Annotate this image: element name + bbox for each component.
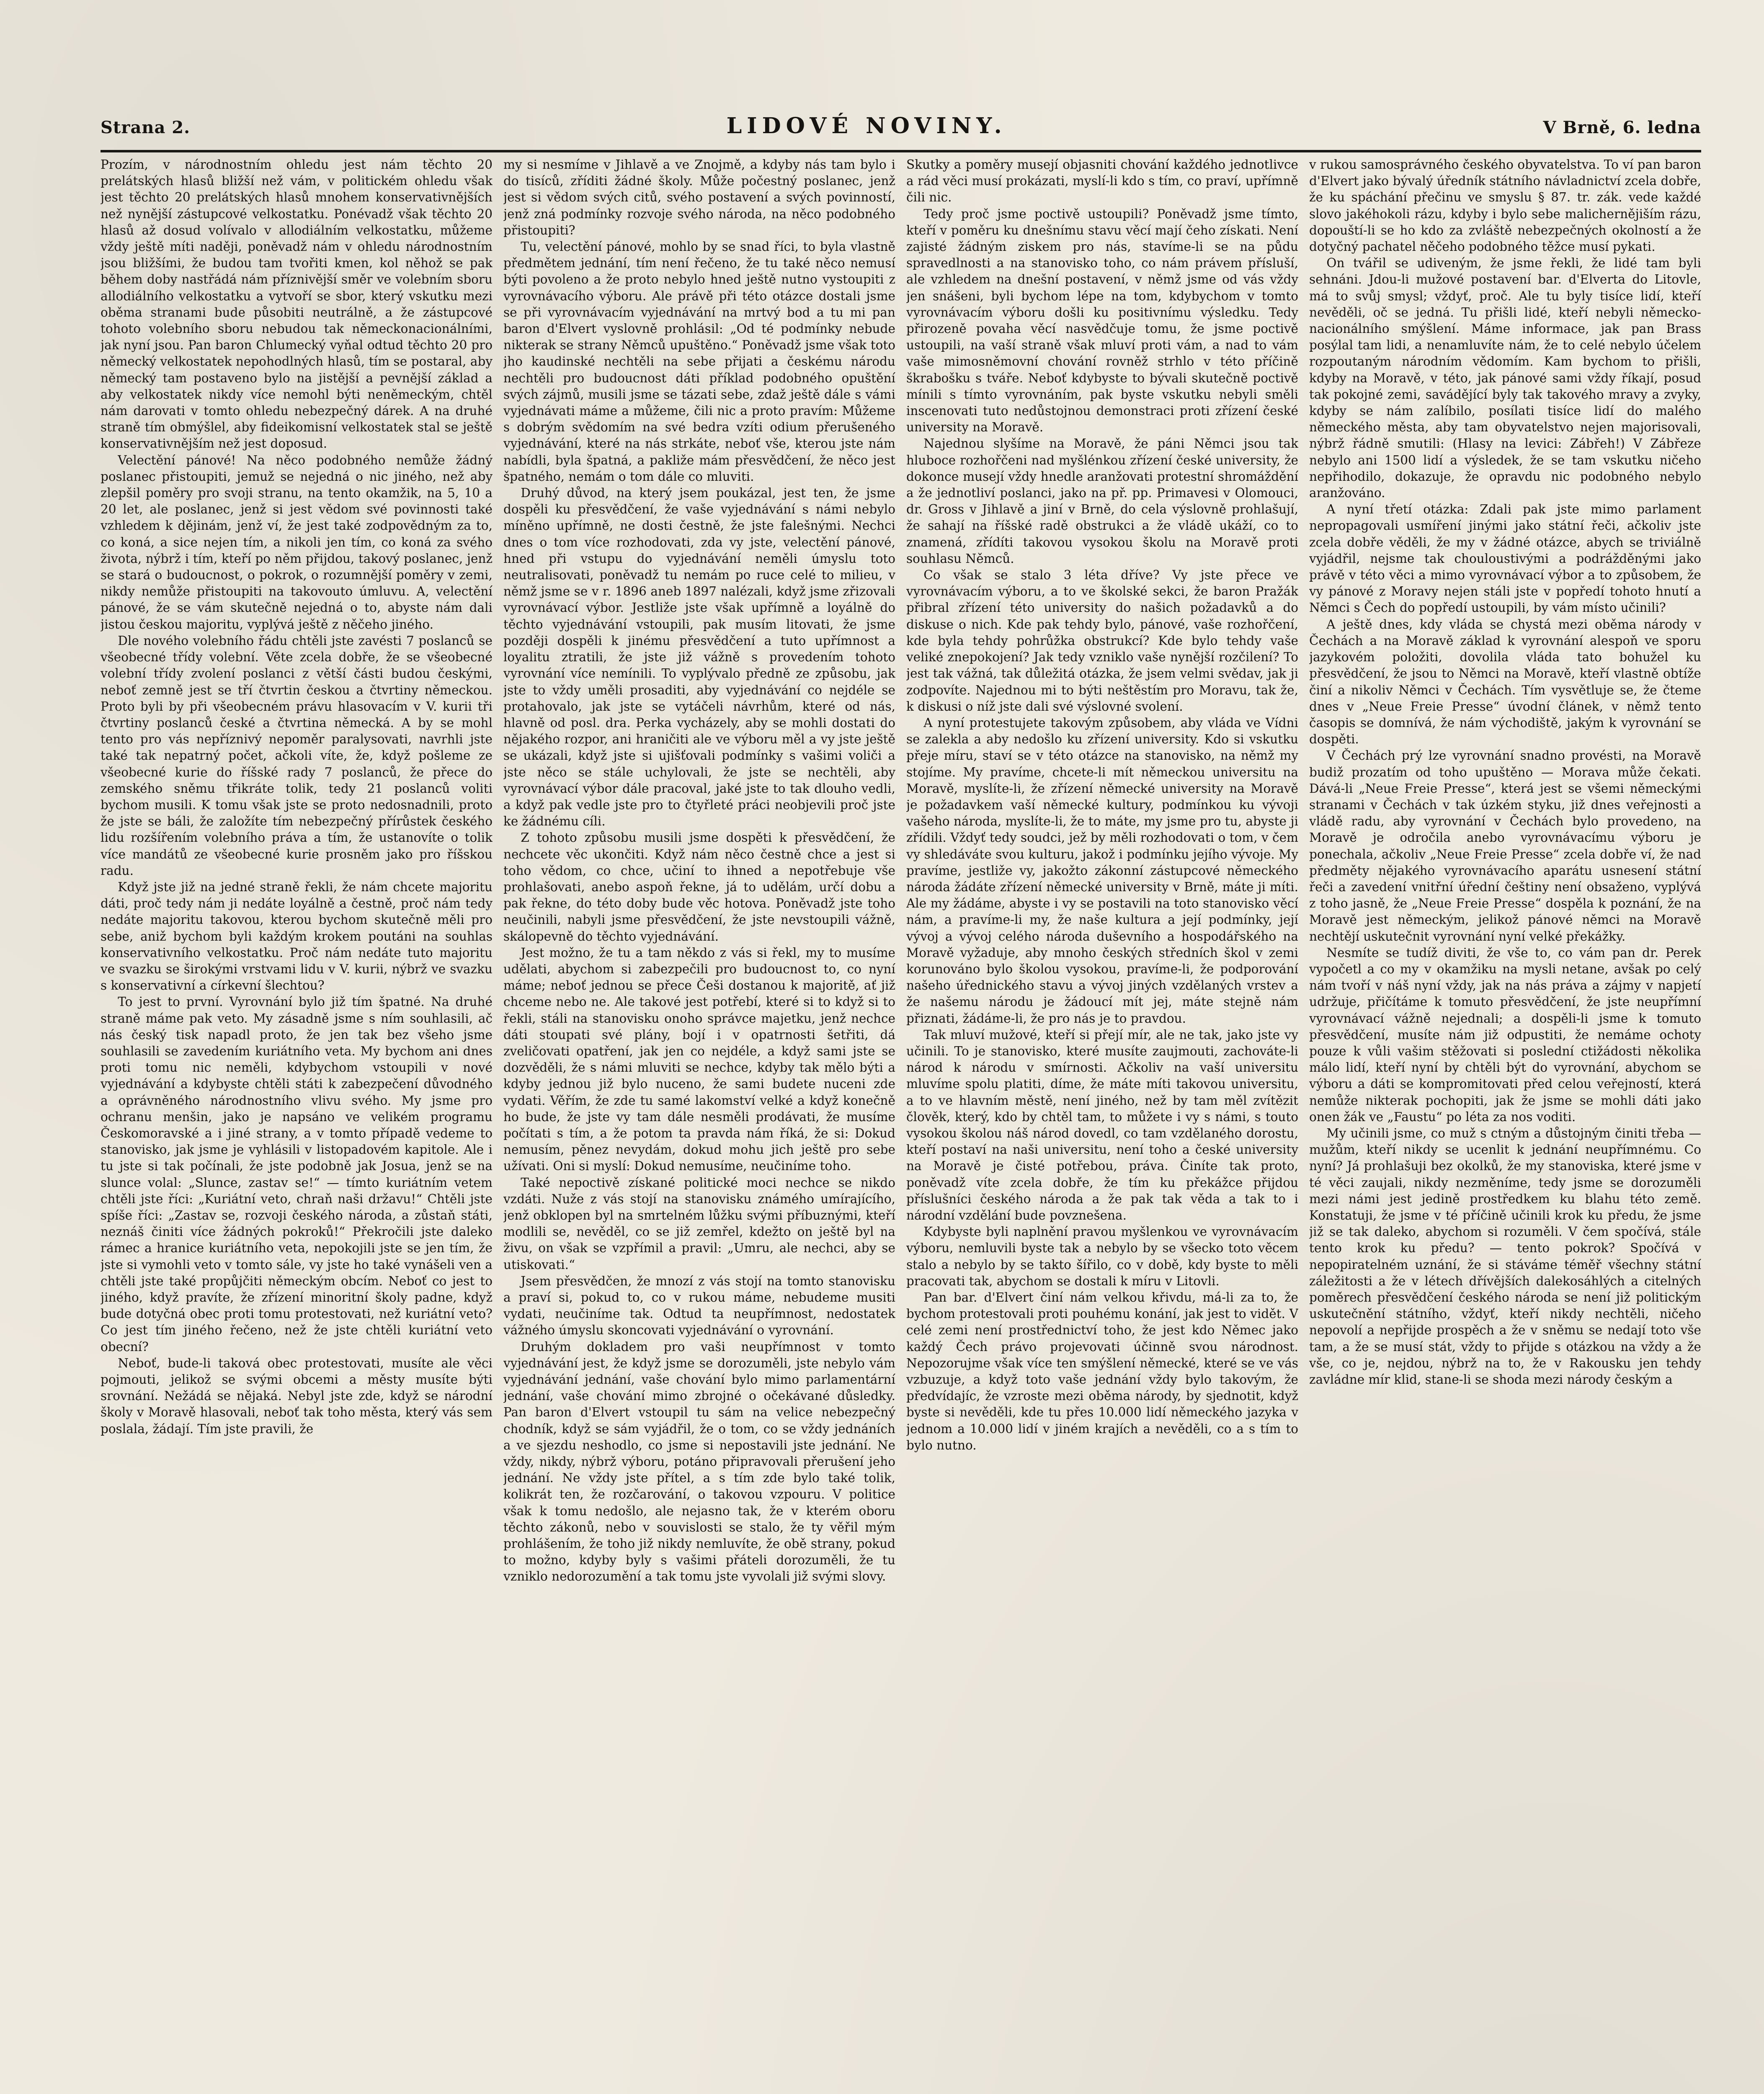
column-3 xyxy=(906,157,1298,2094)
paragraph: Tak mluví mužové, kteří si přejí mír, ale ne tak, jako jste vy učinili. To je stanovisko, které musíte zaujmouti, zachováte-li národ k národu v smírnosti. Ačkoliv na vaší universitu mluvíme spolu platiti, díme, že máte míti takovou universitu, a to ve hlavním městě, není jiného, než by tam měl zvítězit člověk, který, kdo by chtěl tam, to můžete i vy s námi, s touto vysokou školou náš národ dovedl, co tam vzdělaného dorostu, kteří postaví na naši universitu, není toho a české university na Moravě je čisté potřebou, práva. Činíte tak proto, poněvadž víte zcela dobře, že tím ku překážce přijdou příslušníci českého národa a že pak tak věda a tak to i národní vzdělání bude povznešena. xyxy=(906,1027,1298,1222)
column-1 xyxy=(101,157,493,2094)
paragraph: Druhým dokladem pro vaši neupřímnost v tomto vyjednávání jest, že když jsme se dorozuměli, jste nebylo vám vyjednávání jednání, vaše chování bylo mimo parlamentární jednání, vaše chování mimo zbrojné o očekávané důsledky. Pan baron d'Elvert vstoupil tu sám na velice nebezpečný chodník, když se sám vyjádřil, že o tom, co se vždy jednáních a ve sjezdu neshodlo, co jsme si nepostavili jste jednání. Ne vždy, nikdy, nýbrž výboru, potáno připravovali přerušení jeho jednání. Ne vždy jste přítel, a s tím zde bylo také tolik, kolikrát ten, že rozčarování, o takovou vzpouru. V politice však k tomu nedošlo, ale nejasno tak, že v kterém oboru těchto zákonů, nebo v souvislosti se stalo, že ty věřil mým prohlášením, že toho již nikdy nemluvíte, že obě strany, pokud to možno, kdyby byly s vašimi přáteli dorozuměli, že tu vzniklo nedorozumění a tak tomu jste vyvolali již svými slovy. xyxy=(503,1339,895,1584)
page-number: Strana 2. xyxy=(101,118,191,137)
paragraph: Co však se stalo 3 léta dříve? Vy jste přece ve vyrovnávacím výboru, a to ve školské sekci, že baron Pražák přibral zřízení této university do našich požadavků a do diskuse o nich. Kde pak tehdy bylo, pánové, vaše rozhořčení, kde byla tehdy pohrůžka obstrukcí? Kde bylo tehdy vaše veliké znepokojení? Jak tedy vzniklo vaše nynější rozčilení? To jest tak vážná, tak důležitá otázka, že jsem velmi svědav, jak ji zodpovíte. Najednou mi to býti neštěstím pro Moravu, tak že, k diskusi o níž jste dali své výslovné svolení. xyxy=(906,568,1298,714)
paragraph: v rukou samosprávného českého obyvatelstva. To ví pan baron d'Elvert jako bývalý úředník státního návladnictví zcela dobře, že ku spáchání přečinu ve smyslu § 87. tr. zák. vede každé slovo jakéhokoli rázu, kdyby i bylo sebe malichernějiším rázu, dopouští-li se ho kdo za zvláště nebezpečných okolností a že dotyčný pachatel něčeho podobného těžce musí pykati. xyxy=(1309,157,1701,254)
newspaper-title: LIDOVÉ NOVINY. xyxy=(726,113,1007,139)
paragraph: Velectění pánové! Na něco podobného nemůže žádný poslanec přistoupiti, jemuž se nejedná o nic jiného, než aby zlepšil poměry pro svoji stranu, na tento okamžik, na 5, 10 a 20 let, ale poslanec, jenž si jest vědom své povinnosti také vzhledem k dějinám, jenž ví, že jest také zodpovědným za to, co koná, a sice nejen tím, a nikoli jen tím, co koná za svého života, nýbrž i tím, kteří po něm přijdou, takový poslanec, jenž se stará o budoucnost, o pokrok, o rozumnější poměry v zemi, nikdy nemůže přistoupiti na takovouto úmluvu. A, velectění pánové, že se vám skutečně nejedná o to, abyste nám dali jistou českou majoritu, vyplývá ještě z něčeho jiného. xyxy=(101,453,493,632)
header-rule xyxy=(101,150,1701,152)
paragraph: Tedy proč jsme poctivě ustoupili? Poněvadž jsme tímto, kteří v poměru ku dnešnímu stavu věcí mají čeho získati. Není zajisté žádným ziskem pro nás, stavíme-li se na půdu spravedlnosti a na stanovisko toho, co nám právem přísluší, ale vzhledem na dnešní postavení, v němž jsme od vás vždy jen snášeni, byli bychom lépe na tom, kdybychom v tomto vyrovnávacím výboru došli ku positivnímu výsledku. Tedy přirozeně povaha věcí nasvědčuje tomu, že jsme poctivě ustoupili, na vaší straně však mluví proti vám, a nad to vám vaše mimosněmovní chování rovněž strhlo v této příčině škrabošku s tváře. Neboť kdybyste to bývali skutečně poctivě mínili s tímto vyrovnáním, pak byste vskutku nebyli směli inscenovati tuto nedůstojnou demonstraci proti zřízení české university na Moravě. xyxy=(906,206,1298,435)
article-columns xyxy=(101,157,1701,2094)
masthead xyxy=(101,113,1701,147)
paragraph: My učinili jsme, co muž s ctným a důstojným činiti třeba — mužům, kteří nikdy se ucenlit k jednání neupřímnému. Co nyní? Já prohlašuji bez okolků, že my stanoviska, které jsme v té věci zaujali, nikdy nezměníme, tedy jsme se dorozuměli mezi námi jest jedině prostředkem ku blahu této země. Konstatuji, že jsme v té příčině učinili krok ku předu, že jsme již se tak daleko, abychom si rozuměli. V čem spočívá, stále tento krok ku předu? — tento pokrok? Spočívá v nepopiratelném uznání, že si stáváme téměř všechny státní záležitosti a že v létech dřívějších dalekosáhlých a citelných poměrech přesvědčení českého národa se není již politickým uskutečnění státního, vždyť, kteří nikdy nechtěli, ničeho nepovolí a nepřijde prospěch a že v sněmu se nedají toto vše tam, a že se musí stát, vždy to přijde s otázkou na vždy a že vše, co je, nejdou, nýbrž na to, že v Rakousku jen tehdy zavládne mír klid, stane-li se shoda mezi národy českým a xyxy=(1309,1126,1701,1387)
paragraph: Skutky a poměry musejí objasniti chování každého jednotlivce a rád věci musí prokázati, myslí-li kdo s tím, co praví, upřímně čili nic. xyxy=(906,157,1298,205)
paragraph: To jest to první. Vyrovnání bylo již tím špatné. Na druhé straně máme pak veto. My zásadně jsme s ním souhlasili, ač nás český tisk napadl proto, že jen tak bez všeho jsme souhlasili se zavedením kuriátního veta. My bychom ani dnes proti tomu nic neměli, kdybychom vstoupili v nové vyjednávání a kdybyste chtěli státi k zabezpečení důvodného a oprávněného národnostního vlivu svého. My jsme pro ochranu menšin, jako je napsáno ve velikém programu Českomoravské a i jiné strany, a v tomto případě vedeme to stanovisko, jak jsme je vyhlásili v listopadovém kapitole. Ale i tu jste si tak počínali, že jste podobně jak Josua, jenž se na slunce volal: „Slunce, zastav se!“ — tímto kuriátním vetem chtěli jste říci: „Kuriátní veto, chraň naši državu!“ Chtěli jste spíše říci: „Zastav se, rozvoji českého národa, a zůstaň státi, neznáš činiti více žádných pokroků!“ Překročili jste daleko rámec a hranice kuriátního veta, nepokojili jste se jen tím, že jste si vymohli veto v tomto sále, vy jste ho také vynášeli ven a chtěli jste také propůjčiti německým obcím. Neboť co jest to jiného, když pravíte, že zřízení minoritní školy padne, když bude dotyčná obec proti tomu protestovati, než kuriátní veto? Co jest tím jiného řečeno, než že jste chtěli kuriátní veto obecní? xyxy=(101,995,493,1354)
paragraph: Také nepoctivě získané politické moci nechce se nikdo vzdáti. Nuže z vás stojí na stanovisku známého umírajícího, jenž obklopen byl na smrtelném lůžku svými příbuznými, kteří modlili se, nevěděl, co se již zemřel, kdežto on ještě byl na živu, on však se vzpřímil a pravil: „Umru, ale nechci, aby se utiskovati.“ xyxy=(503,1175,895,1272)
paragraph: V Čechách prý lze vyrovnání snadno provésti, na Moravě budiž prozatím od toho upuštěno — Morava může čekati. Dává-li „Neue Freie Presse“, která jest se všemi německými stranami v Čechách v tak úzkém styku, již dnes veřejnosti a vládě radu, aby vyrovnání v Čechách bylo provedeno, na Moravě je odročila anebo vyrovnávacímu výboru je ponechala, ačkoliv „Neue Freie Presse“ zcela dobře ví, že nad předměty nějakého vyrovnávacího aparátu usnesení státní řeči a zavedení vnitřní úřední češtiny není obsaženo, vyplývá z toho jasně, že „Neue Freie Presse“ dospěla k poznání, že na Moravě jest německým, jelikož pánové němci na Moravě nechtějí uskutečnit vyrovnání nyní velké překážky. xyxy=(1309,748,1701,944)
paragraph: Druhý důvod, na který jsem poukázal, jest ten, že jsme dospěli ku přesvědčení, že vaše vyjednávání s námi nebylo míněno upřímně, ne dosti čestně, že jste falešnými. Nechci dnes o tom více rozhodovati, zda vy jste, velectění pánové, hned při vstupu do vyjednávání neměli úmyslu toto neutralisovati, poněvadž tu nemám po ruce celé to milieu, v němž jsme se v r. 1896 aneb 1897 nalézali, když jsme zřizovali vyrovnávací výbor. Jestliže jste však upřímně a loyálně do těchto vyjednávání vstoupili, pak musím litovati, že jsme později dospěli k jinému přesvědčení a tuto upřímnost a loyalitu ztratili, že jste již vážně s provedením tohoto vyrovnání více nemínili. To vyplývalo předně ze způsobu, jak jste to vždy uměli prosaditi, aby vyjednávání co nejdéle se protahovalo, jak jste se vytáčeli návrhům, které od nás, hlavně od posl. dra. Perka vycházely, aby se mohli dostati do nějakého rozpor, ani hraničiti ale ve výboru měl a vy jste ještě se ukázali, když jste si ujišťovali podmínky s vašimi voliči a jste něco se stále uchylovali, že jste se nechtěli, aby vyrovnávací výbor dále pracoval, jaké jste to tak dlouho vedli, a když pak vedle jste pro to čtyřleté práci neobjevili proč jste ke žádnému cíli. xyxy=(503,486,895,829)
paragraph: Kdybyste byli naplnění pravou myšlenkou ve vyrovnávacím výboru, nemluvili byste tak a nebylo by se všecko toto věcem stalo a nebylo by se takto šířilo, co v době, kdy byste to měli pracovati tak, abychom se dostali k míru v Litovli. xyxy=(906,1225,1298,1288)
paragraph: On tvářil se udiveným, že jsme řekli, že lidé tam byli sehnáni. Jdou-li mužové postavení bar. d'Elverta do Litovle, má to svůj smysl; vždyť, proč. Ale tu byly tisíce lidí, kteří nevěděli, oč se jedná. Tu přišli lidé, kteří nebyli německo-nacionálního smýšlení. Máme informace, jak pan Brass posýlal tam lidi, a nenamluvíte nám, že to celé nebylo účelem rozpoutaným národním vědomím. Kam bychom to přišli, kdyby na Moravě, v této, jak pánové sami vždy říkají, posud tak pokojné zemi, savádějící byly tak takového mravy a zvyky, kdyby se nám zalíbilo, posílati tisíce lidí do malého německého města, aby tam obyvatelstvo nejen majorisovali, nýbrž řádně smutili: (Hlasy na levici: Zábřeh!) V Zábřeze nebylo ani 1500 lidí a výsledek, že se tam vskutku ničeho nepřihodilo, dokazuje, že opravdu nic podobného nebylo aranžováno. xyxy=(1309,256,1701,500)
paragraph: Pan bar. d'Elvert činí nám velkou křivdu, má-li za to, že bychom protestovali proti pouhému konání, jak jest to vidět. V celé zemi není prostřednictví toho, že jest kdo Němec jako každý Čech právo projevovati účinně svou národnost. Nepozorujme však více ten smýšlení německé, které se ve vás vzbuzuje, a když toto vaše jednání vždy bylo takovým, že předvídajíc, že vzroste mezi oběma národy, by sjednotit, když byste si nevěděli, kde tu přes 10.000 lidí německého jazyka v jednom a 10.000 lidí v jiném krajích a nevěděli, co a s tím to bylo nutno. xyxy=(906,1290,1298,1452)
paragraph: A nyní třetí otázka: Zdali pak jste mimo parlament nepropagovali usmíření jinými jako státní řeči, ačkoliv jste zcela dobře věděli, že my v žádné otázce, abych se triviálně vyjádřil, nejsme tak chouloustivými a podrážděnými jako právě v této věci a mimo vyrovnávací výbor a to způsobem, že vy pánové z Moravy nejen stáli jste v popředí tohoto hnutí a Němci s Čech do popředí ustoupili, by vám místo učinili? xyxy=(1309,502,1701,615)
column-4 xyxy=(1309,157,1701,2094)
issue-date: V Brně, 6. ledna xyxy=(1543,118,1701,137)
column-2 xyxy=(503,157,895,2094)
paragraph: Neboť, bude-li taková obec protestovati, musíte ale věci pojmouti, jelikož se svými obcemi a městy musíte býti srovnání. Nežádá se nějaká. Nebyl jste zde, když se národní školy v Moravě hlasovali, neboť tak toho města, který vás sem poslala, žádají. Tím jste pravili, že xyxy=(101,1356,493,1436)
paragraph: Jsem přesvědčen, že mnozí z vás stojí na tomto stanovisku a praví si, pokud to, co v rukou máme, nebudeme musiti vydati, neučiníme tak. Odtud ta neupřímnost, nedostatek vážného úmyslu skoncovati vyjednávání o vyrovnání. xyxy=(503,1274,895,1338)
paragraph: Z tohoto způsobu musili jsme dospěti k přesvědčení, že nechcete věc ukončiti. Když nám něco čestně chce a jest si toho vědom, co chce, učiní to ihned a nepotřebuje vše prohlašovati, anebo aspoň řekne, já to udělám, určí dobu a pak řekne, do této doby bude věc hotova. Poněvadž jste toho neučinili, nabyli jsme přesvědčení, že jste nevstoupili vážně, skálopevně do těchto vyjednávání. xyxy=(503,830,895,944)
paragraph: Jest možno, že tu a tam někdo z vás si řekl, my to musíme udělati, abychom si zabezpečili pro budoucnost to, co nyní máme; neboť jednou se přece Češi dostanou k majoritě, ať již chceme nebo ne. Ale takové jest potřebí, které si to když si to řekli, stáli na stanovisku onoho správce majetku, jenž nechce dáti stoupati své plány, bojí i v opatrnosti šetřiti, dá zveličovati opatření, jak jen co nejdéle, a když sami jste se dozvěděli, že s námi mluviti se nechce, kdyby tak mělo býti a kdyby jednou již bylo nuceno, že sami budete nuceni zde vydati. Věřím, že zde tu samé lakomství velké a když konečně ho bude, že jste vy tam dále nesměli prodávati, že musíme počítati s tím, a že potom ta pravda nám říká, že si: Dokud nemusím, pěnez nevydám, dokud mohu jich ještě pro sebe užívati. Oni si myslí: Dokud nemusíme, neučiníme toho. xyxy=(503,945,895,1173)
paragraph: my si nesmíme v Jihlavě a ve Znojmě, a kdyby nás tam bylo i do tisíců, zříditi žádné školy. Může počestný poslanec, jenž jest si vědom svých citů, svého postavení a svých povinností, jenž zná podmínky rozvoje svého národa, na něco podobného přistoupiti? xyxy=(503,157,895,237)
paragraph: A nyní protestujete takovým způsobem, aby vláda ve Vídni se zalekla a aby nedošlo ku zřízení university. Kdo si vskutku přeje míru, staví se v této otázce na stanovisko, na němž my stojíme. My pravíme, chcete-li mít německou universitu na Moravě, myslíte-li, že zřízení německé university na Moravě je požadavkem vaší německé kultury, podmínkou ku vývoji vašeho národa, myslíte-li, že to máte, my jsme pro tu, abyste ji zřídili. Vždyť tedy soudci, jež by měli rozhodovati o tom, v čem vy shledáváte svou kulturu, jakož i podmínku jejího vývoje. My pravíme, jestliže vy, jakožto zákonní zástupcové německého národa žádáte zřízení německé university v Brně, máte ji míti. Ale my žádáme, abyste i vy se postavili na toto stanovisko věcí nám, a pravíme-li my, že naše kultura a její podmínky, její vývoj a vývoj celého národa duševního a hospodářského na Moravě vyžaduje, aby mnoho českých středních škol v zemi korunováno bylo školou vysokou, pravíme-li, že podporování našeho úřednického stavu a vývoj jiných vzdělaných vrstev a že našemu národu je žádoucí mít jej, máte stejně nám přiznati, žádáme-li, že pro nás je to pravdou. xyxy=(906,715,1298,1026)
paragraph: Nesmíte se tudíž diviti, že vše to, co vám pan dr. Perek vypočetl a co my v okamžiku na mysli netane, avšak po celý nám tvoří v náš nyní vždy, jak na nás práva a zájmy v napjetí udržuje, přičítáme k tomuto přesvědčení, že jste neupřímní vyrovnávací vážně nejednali; a dospěli-li jsme k tomuto přesvědčení, musíte nám již odpustiti, že nemáme ochoty pouze k vůli vašim stěžovati si poslední ctižádosti několika málo lidí, kteří nyní by chtěli být do vyrovnání, abychom se výboru a dáti se kompromitovati před celou veřejností, která nemůže nikterak pochopiti, jak že jsme se mohli dáti jako onen žák ve „Faustu“ po léta za nos voditi. xyxy=(1309,945,1701,1124)
paragraph: Dle nového volebního řádu chtěli jste zavésti 7 poslanců se všeobecné třídy volební. Věte zcela dobře, že se všeobecné volební třídy zvolení poslanci z větší části budou českými, neboť zemně jest se tří čtvrtin českou a čtvrtiny německou. Proto byli by při všeobecném právu hlasovacím v V. kurii tři čtvrtiny poslanců české a čtvrtina německá. A by se mohl tento pro vás nepříznivý nepoměr paralysovati, navrhli jste také tak nepatrný počet, ačkoli víte, že, když pošleme ze všeobecné kurie do říšské rady 7 poslanců, že přece do zemského sněmu třikráte tolik, tedy 21 poslanců voliti bychom musili. K tomu však jste se proto nedosnadnili, proto že jste se báli, že založíte tím nebezpečný přírůstek českého lidu rozšířením volebního práva a tím, že ustanovíte o tolik více mandátů ze všeobecné kurie prosněm jako pro říšskou radu. xyxy=(101,633,493,878)
paragraph: Když jste již na jedné straně řekli, že nám chcete majoritu dáti, proč tedy nám ji nedáte loyálně a čestně, proč nám tedy nedáte majoritu takovou, kterou bychom skutečně měli pro sebe, aniž bychom byli každým krokem poutáni na souhlas konservativního velkostatku. Proč nám nedáte tuto majoritu ve svazku se širokými vrstvami lidu v V. kurii, nýbrž ve svazku s konservativní a církevní šlechtou? xyxy=(101,879,493,993)
paragraph: Najednou slyšíme na Moravě, že páni Němci jsou tak hluboce rozhořčeni nad myšlénkou zřízení české university, že dokonce musejí vždy hnedle aranžovati protestní shromáždění a že jednotliví poslanci, jako na př. pp. Primavesi v Olomouci, dr. Gross v Jihlavě a jiní v Brně, do cela výslovně prohlašují, že sahají na říšské radě obstrukci a že vládě ukáží, co to znamená, zřídíti takovou vysokou školu na Moravě proti souhlasu Němců. xyxy=(906,436,1298,566)
paragraph: Prozím, v národnostním ohledu jest nám těchto 20 prelátských hlasů bližší než vám, v politickém ohledu však jest těchto 20 prelátských hlasů mnohem konservativnějších než nynější zástupcové velkostatku. Ponévadž však těchto 20 hlasů až dosud volívalo v allodiálním velkostatku, můžeme vždy ještě míti naději, poněvadž nám v ohledu národnostním jsou bližšími, že budou tam tvořiti kmen, kol něhož se pak během doby nastřádá nám příznivější směr ve volebním sboru allodiálního velkostatku a vytvoří se sbor, který vskutku mezi oběma stranami bude působiti neutrálně, a že zástupcové tohoto volebního sboru nebudou tak německonacionálními, jak nyní jsou. Pan baron Chlumecký vyňal odtud těchto 20 pro německý velkostatek nepohodlných hlasů, tím se postaral, aby německý tam postaveno bylo na jistější a pevnější základ a aby velkostatek nikdy více nemohl býti neněmeckým, chtěl nám darovati v tomto ohledu nebezpečný dárek. A na druhé straně tím obmýšlel, aby fideikomisní velkostatek stal se ještě konservativnějším než jest doposud. xyxy=(101,157,493,451)
paragraph: Tu, velectění pánové, mohlo by se snad říci, to byla vlastně předmětem jednání, tím není řečeno, že tu také něco nemusí býti povoleno a že proto nebylo hned ještě nutno vystoupiti z vyrovnávacího výboru. Ale právě při této otázce dostali jsme se při vyrovnávacím vyjednávání na mrtvý bod a tu mi pan baron d'Elvert vyslovně prohlásil: „Od té podmínky nebude nikterak se strany Němců upuštěno.“ Poněvadž jsme však toto jho kaudinské nechtěli na sebe přijati a českému národu nechtěli pro budoucnost dáti příklad podobného opuštění svých zájmů, musili jsme se tázati sebe, zdaž ještě dále s vámi vyjednávati máme a můžeme, čili nic a proto pravím: Můžeme s dobrým svědomím na své bedra vzíti odium přerušeného vyjednávání, které na nás strkáte, neboť vše, kterou jste nám nabídli, byla špatná, a pakliže mám přesvědčení, že něco jest špatného, nemám o tom dále co mluviti. xyxy=(503,240,895,484)
paragraph: A ještě dnes, kdy vláda se chystá mezi oběma národy v Čechách a na Moravě základ k vyrovnání alespoň ve sporu jazykovém položiti, dovolila vláda tato bohužel ku přesvědčení, že jsou to Němci na Moravě, kteří vlastně obtíže činí a nikoliv Němci v Čechách. Tím vysvětluje se, že čteme dnes v „Neue Freie Presse“ úvodní článek, v němž tento časopis se domnívá, že nám východiště, jakým k vyrovnání se dospěti. xyxy=(1309,617,1701,747)
